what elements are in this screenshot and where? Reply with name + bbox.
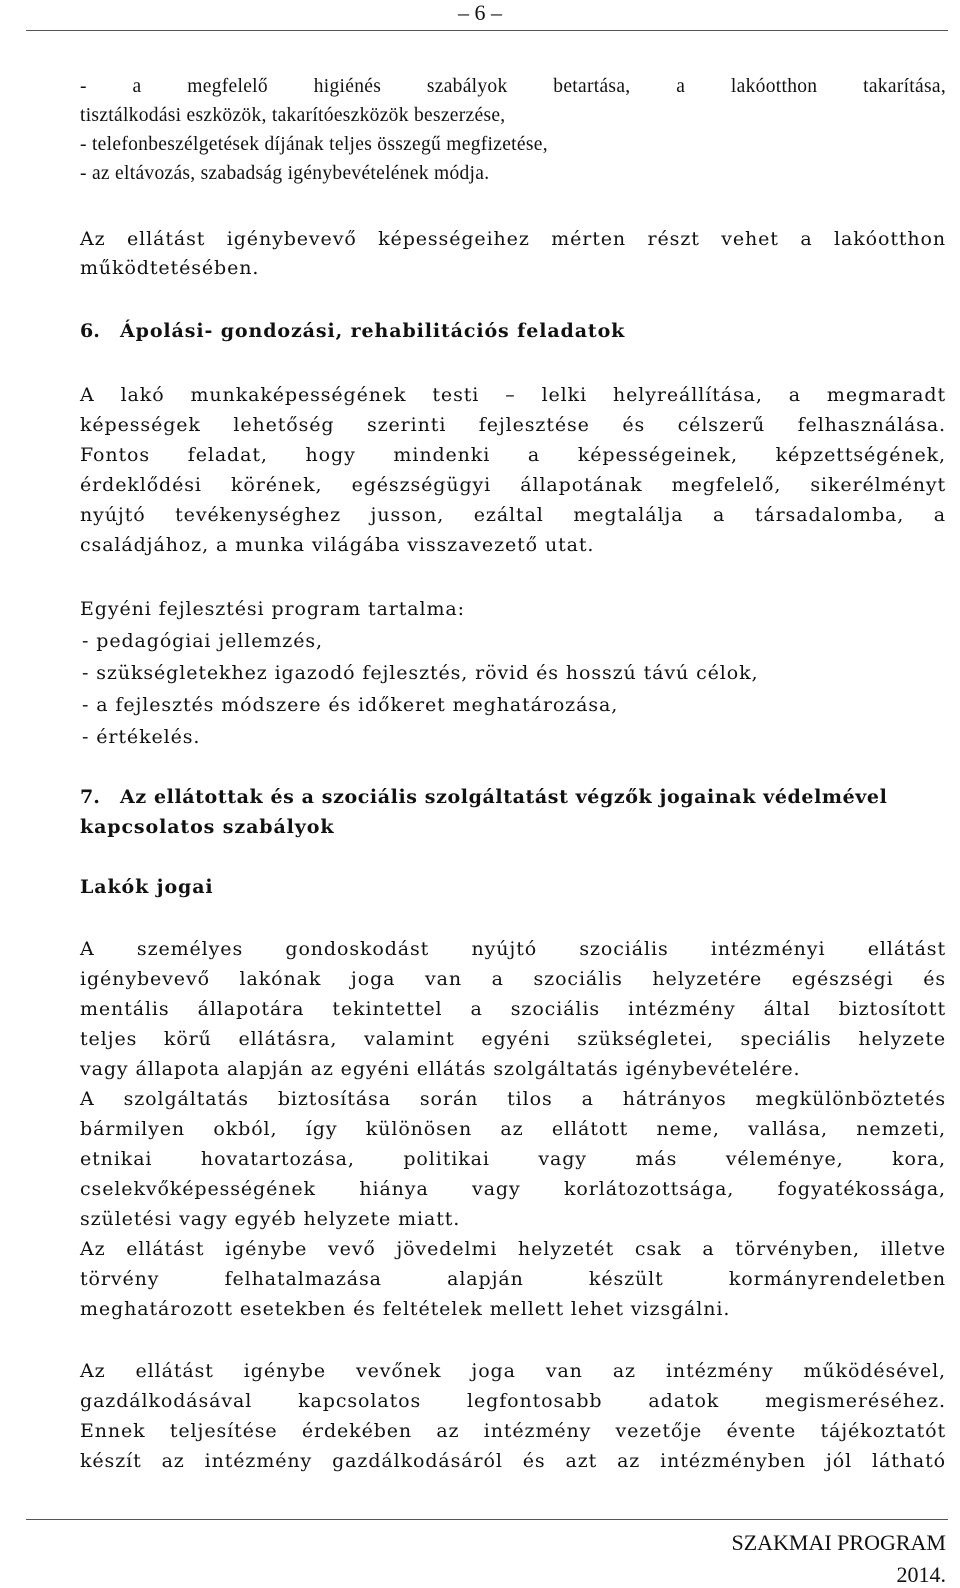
paragraph-line: születési vagy egyéb helyzete miatt. (80, 1208, 461, 1230)
section-number: 7. (80, 786, 100, 808)
paragraph-line: családjához, a munka világába visszavezető utat. (80, 534, 595, 556)
paragraph-line: A lakó munkaképességének testi – lelki helyreállítása, a megmaradt (80, 384, 946, 406)
list-item: - a megfelelő higiénés szabályok betartása, a lakóotthon takarítása, (80, 76, 946, 97)
section-title-continuation: kapcsolatos szabályok (80, 816, 335, 838)
list-item-continuation: tisztálkodási eszközök, takarítóeszközök beszerzése, (80, 105, 506, 126)
paragraph-line: etnikai hovatartozása, politikai vagy más véleménye, kora, (80, 1148, 946, 1170)
paragraph-line: Az ellátást igénybe vevőnek joga van az intézmény működésével, (80, 1360, 946, 1382)
list-item: - telefonbeszélgetések díjának teljes összegű megfizetése, (80, 134, 548, 155)
header-rule (26, 30, 948, 31)
paragraph-line: törvény felhatalmazása alapján készült kormányrendeletben (80, 1268, 946, 1290)
section-title: Ápolási- gondozási, rehabilitációs feladatok (120, 320, 626, 342)
paragraph-line: működtetésében. (80, 257, 260, 279)
paragraph-line: gazdálkodásával kapcsolatos legfontosabb adatok megismeréséhez. (80, 1390, 946, 1412)
paragraph-line: teljes körű ellátásra, valamint egyéni szükségletei, speciális helyzete (80, 1028, 946, 1050)
paragraph-line: készít az intézmény gazdálkodásáról és azt az intézményben jól látható (80, 1450, 946, 1472)
paragraph-line: igénybevevő lakónak joga van a szociális helyzetére egészségi és (80, 968, 946, 990)
list-item: - szükségletekhez igazodó fejlesztés, rövid és hosszú távú célok, (82, 662, 759, 684)
footer-title: SZAKMAI PROGRAM (731, 1530, 946, 1555)
paragraph-line: bármilyen okból, így különösen az ellátott neme, vallása, nemzeti, (80, 1118, 946, 1140)
footer-year: 2014. (896, 1562, 946, 1587)
page-number: – 6 – (458, 0, 502, 25)
paragraph-line: nyújtó tevékenységhez jusson, ezáltal megtalálja a társadalomba, a (80, 504, 946, 526)
paragraph-line: érdeklődési körének, egészségügyi állapotának megfelelő, sikerélményt (80, 474, 946, 496)
paragraph-line: Fontos feladat, hogy mindenki a képességeinek, képzettségének, (80, 444, 946, 466)
list-item: - pedagógiai jellemzés, (82, 630, 323, 652)
paragraph-line: képességek lehetőség szerinti fejlesztése és célszerű felhasználása. (80, 414, 946, 436)
paragraph-line: Az ellátást igénybevevő képességeihez mérten részt vehet a lakóotthon (80, 228, 946, 250)
footer-rule (26, 1519, 948, 1520)
paragraph-line: meghatározott esetekben és feltételek mellett lehet vizsgálni. (80, 1298, 731, 1320)
section-number: 6. (80, 320, 100, 342)
section-title: Az ellátottak és a szociális szolgáltatást végzők jogainak védelmével (120, 786, 888, 808)
program-intro: Egyéni fejlesztési program tartalma: (80, 598, 465, 620)
paragraph-line: cselekvőképességének hiánya vagy korlátozottsága, fogyatékossága, (80, 1178, 946, 1200)
list-item: - értékelés. (82, 726, 201, 748)
paragraph-line: mentális állapotára tekintettel a szociális intézmény által biztosított (80, 998, 946, 1020)
paragraph-line: A szolgáltatás biztosítása során tilos a hátrányos megkülönböztetés (80, 1088, 946, 1110)
subheading: Lakók jogai (80, 876, 214, 898)
list-item: - az eltávozás, szabadság igénybevételének módja. (80, 163, 490, 184)
paragraph-line: A személyes gondoskodást nyújtó szociális intézményi ellátást (80, 938, 946, 960)
list-item: - a fejlesztés módszere és időkeret meghatározása, (82, 694, 619, 716)
paragraph-line: Az ellátást igénybe vevő jövedelmi helyzetét csak a törvényben, illetve (80, 1238, 946, 1260)
paragraph-line: vagy állapota alapján az egyéni ellátás szolgáltatás igénybevételére. (80, 1058, 801, 1080)
paragraph-line: Ennek teljesítése érdekében az intézmény vezetője évente tájékoztatót (80, 1420, 946, 1442)
